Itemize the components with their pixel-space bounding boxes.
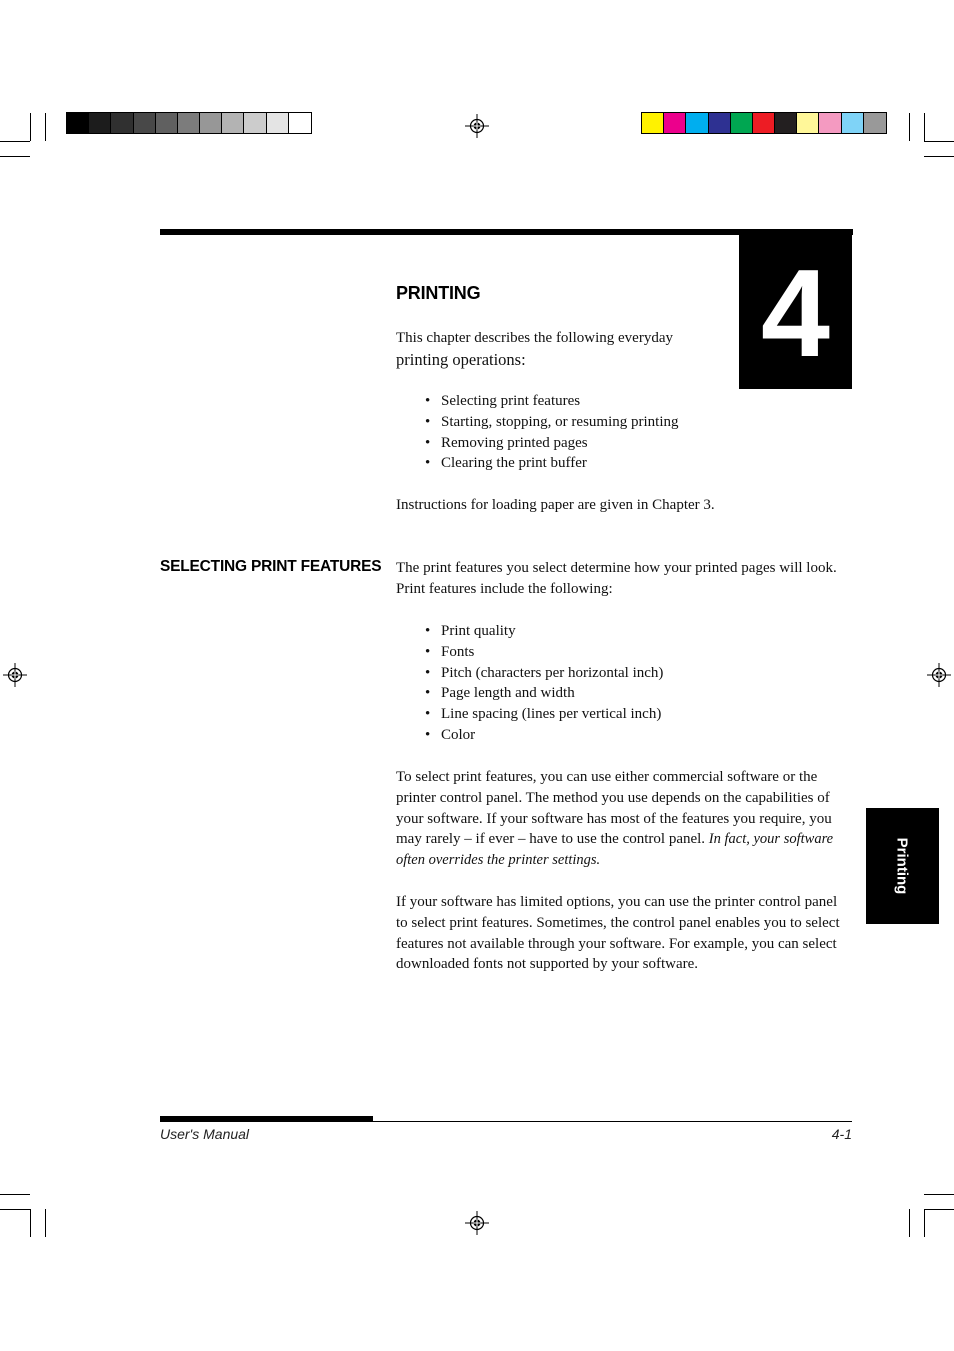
crop-mark xyxy=(45,1209,46,1237)
color-swatch xyxy=(156,113,178,133)
section-heading: SELECTING PRINT FEATURES xyxy=(160,558,382,575)
grayscale-bar xyxy=(66,112,312,134)
color-swatch xyxy=(842,113,864,133)
bullet-item: • Print quality xyxy=(425,621,663,642)
intro-bullet-list xyxy=(425,391,679,474)
color-swatch xyxy=(686,113,708,133)
italic-note: In fact, your software often overrides the printer settings. xyxy=(396,831,834,869)
color-swatch xyxy=(797,113,819,133)
color-swatch xyxy=(222,113,244,133)
intro-text xyxy=(396,328,726,370)
registration-target-icon xyxy=(3,663,27,687)
color-swatch xyxy=(664,113,686,133)
registration-target-icon xyxy=(465,1211,489,1235)
bullet-item: • Color xyxy=(425,725,663,746)
chapter-title: PRINTING xyxy=(396,283,481,303)
color-swatch xyxy=(267,113,289,133)
crop-mark xyxy=(924,1194,954,1195)
crop-mark xyxy=(0,156,30,157)
section-paragraph xyxy=(396,767,856,871)
bullet-item: • Fonts xyxy=(425,642,663,663)
registration-target-icon xyxy=(465,114,489,138)
color-swatch xyxy=(244,113,266,133)
color-swatch xyxy=(134,113,156,133)
section-paragraph: The print features you select determine how your printed pages will look. Print features include the following: xyxy=(396,560,837,597)
crop-mark xyxy=(924,156,954,157)
footer-rule xyxy=(160,1121,852,1122)
crop-mark xyxy=(924,1209,954,1210)
color-swatch xyxy=(775,113,797,133)
crop-mark xyxy=(924,141,954,142)
paragraph-text: To select print features, you can use either commercial software or the printer control panel. The method you use depends on the capabilities of your software. If your software has most of the features you require, you may rarely – if ever – have to use the control panel. xyxy=(396,769,832,848)
color-swatch xyxy=(753,113,775,133)
color-swatch xyxy=(178,113,200,133)
color-swatch xyxy=(642,113,664,133)
chapter-number-box xyxy=(739,235,852,389)
registration-target-icon xyxy=(927,663,951,687)
color-swatch xyxy=(200,113,222,133)
crop-mark xyxy=(924,1209,925,1237)
color-swatch xyxy=(89,113,111,133)
color-bar xyxy=(641,112,887,134)
crop-mark xyxy=(45,113,46,141)
color-swatch xyxy=(731,113,753,133)
chapter-side-tab xyxy=(866,808,939,924)
section-paragraph: If your software has limited options, you can use the printer control panel to select print features. Sometimes, the control panel enables you to select features not available through your software. For example, you can select downloaded fonts not supported by your software. xyxy=(396,894,840,973)
color-swatch xyxy=(709,113,731,133)
bullet-item: • Selecting print features xyxy=(425,391,679,412)
feature-bullet-list xyxy=(425,621,663,746)
bullet-item: • Pitch (characters per horizontal inch) xyxy=(425,663,663,684)
color-swatch xyxy=(67,113,89,133)
bullet-item: • Clearing the print buffer xyxy=(425,453,679,474)
footer-manual-title: User's Manual xyxy=(160,1126,250,1142)
bullet-item: • Line spacing (lines per vertical inch) xyxy=(425,704,663,725)
bullet-item: • Starting, stopping, or resuming printing xyxy=(425,412,679,433)
bullet-item: • Page length and width xyxy=(425,683,663,704)
crop-mark xyxy=(30,113,31,141)
color-swatch xyxy=(111,113,133,133)
crop-mark xyxy=(924,113,925,141)
crop-mark xyxy=(909,1209,910,1237)
crop-mark xyxy=(0,1209,30,1210)
intro-line: This chapter describes the following everyday xyxy=(396,330,673,346)
crop-mark xyxy=(909,113,910,141)
chapter-number: 4 xyxy=(761,245,830,383)
crop-mark xyxy=(0,141,30,142)
color-swatch xyxy=(864,113,886,133)
bullet-item: • Removing printed pages xyxy=(425,433,679,454)
footer-page-number: 4-1 xyxy=(831,1126,852,1142)
crop-mark xyxy=(0,1194,30,1195)
crop-mark xyxy=(30,1209,31,1237)
intro-note: Instructions for loading paper are given in Chapter 3. xyxy=(396,497,715,513)
color-swatch xyxy=(289,113,311,133)
color-swatch xyxy=(819,113,841,133)
side-tab-label: Printing xyxy=(893,837,911,895)
intro-line: printing operations: xyxy=(396,349,526,369)
